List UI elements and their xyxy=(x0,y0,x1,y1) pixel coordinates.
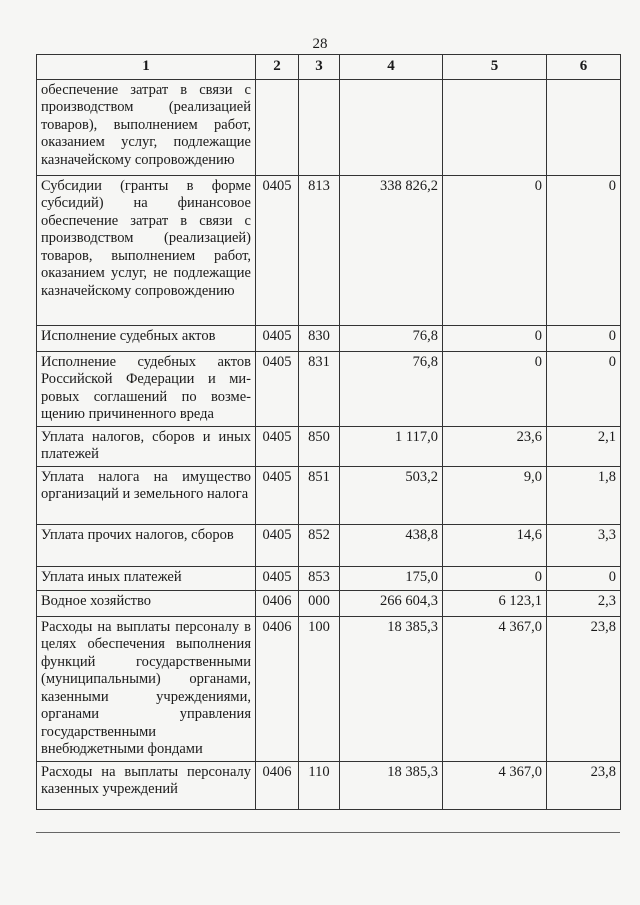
expense-type-code: 100 xyxy=(299,616,340,761)
executed-amount xyxy=(443,79,547,175)
row-description: Уплата налога на имущество организаций и земельного налога xyxy=(37,466,256,524)
table-row xyxy=(37,426,621,466)
section-code: 0406 xyxy=(256,616,299,761)
execution-percent: 23,8 xyxy=(547,616,621,761)
execution-percent: 0 xyxy=(547,566,621,590)
approved-amount: 266 604,3 xyxy=(340,590,443,616)
execution-percent: 23,8 xyxy=(547,761,621,809)
executed-amount: 0 xyxy=(443,175,547,325)
section-code: 0405 xyxy=(256,566,299,590)
expense-type-code xyxy=(299,79,340,175)
row-description: Субсидии (гранты в форме субсидий) на финансовое обеспечение затрат в связи с производством (реализацией) товаров, выполнением работ, оказанием услуг, не подлежащие казначейскому сопровождению xyxy=(37,175,256,325)
table-row xyxy=(37,351,621,426)
table-row xyxy=(37,175,621,325)
section-code: 0405 xyxy=(256,426,299,466)
executed-amount: 14,6 xyxy=(443,524,547,566)
executed-amount: 0 xyxy=(443,566,547,590)
row-description: Уплата налогов, сборов и иных платежей xyxy=(37,426,256,466)
expense-type-code: 110 xyxy=(299,761,340,809)
approved-amount: 1 117,0 xyxy=(340,426,443,466)
section-code: 0405 xyxy=(256,325,299,351)
executed-amount: 4 367,0 xyxy=(443,761,547,809)
section-code: 0406 xyxy=(256,590,299,616)
table-row xyxy=(37,761,621,809)
row-description: Расходы на выплаты персоналу казенных учреждений xyxy=(37,761,256,809)
expense-type-code: 813 xyxy=(299,175,340,325)
executed-amount: 0 xyxy=(443,325,547,351)
execution-percent: 1,8 xyxy=(547,466,621,524)
table-row xyxy=(37,616,621,761)
section-code: 0405 xyxy=(256,466,299,524)
row-description: Уплата прочих налогов, сборов xyxy=(37,524,256,566)
column-header-6: 6 xyxy=(547,55,621,80)
row-description: Уплата иных платежей xyxy=(37,566,256,590)
approved-amount: 438,8 xyxy=(340,524,443,566)
executed-amount: 6 123,1 xyxy=(443,590,547,616)
expense-type-code: 831 xyxy=(299,351,340,426)
table-row xyxy=(37,524,621,566)
table-row xyxy=(37,79,621,175)
execution-percent: 2,3 xyxy=(547,590,621,616)
approved-amount: 175,0 xyxy=(340,566,443,590)
approved-amount: 18 385,3 xyxy=(340,616,443,761)
approved-amount: 76,8 xyxy=(340,351,443,426)
section-code: 0405 xyxy=(256,524,299,566)
table-row xyxy=(37,466,621,524)
execution-percent: 0 xyxy=(547,351,621,426)
budget-table xyxy=(36,54,621,810)
row-description: Расходы на выплаты персоналу в целях обеспечения выполнения функций государственными (муниципальными) органами, казенными учреждениями, органами управления государственными внебюджетными фондами xyxy=(37,616,256,761)
section-code: 0406 xyxy=(256,761,299,809)
table-header-row xyxy=(37,55,621,80)
approved-amount: 76,8 xyxy=(340,325,443,351)
table-row xyxy=(37,590,621,616)
column-header-4: 4 xyxy=(340,55,443,80)
expense-type-code: 850 xyxy=(299,426,340,466)
section-code: 0405 xyxy=(256,175,299,325)
column-header-2: 2 xyxy=(256,55,299,80)
execution-percent: 0 xyxy=(547,325,621,351)
expense-type-code: 853 xyxy=(299,566,340,590)
column-header-1: 1 xyxy=(37,55,256,80)
row-description: Исполнение судебных актов xyxy=(37,325,256,351)
approved-amount: 503,2 xyxy=(340,466,443,524)
bottom-rule xyxy=(36,832,620,833)
expense-type-code: 000 xyxy=(299,590,340,616)
approved-amount: 18 385,3 xyxy=(340,761,443,809)
section-code xyxy=(256,79,299,175)
section-code: 0405 xyxy=(256,351,299,426)
approved-amount: 338 826,2 xyxy=(340,175,443,325)
column-header-5: 5 xyxy=(443,55,547,80)
expense-type-code: 830 xyxy=(299,325,340,351)
executed-amount: 23,6 xyxy=(443,426,547,466)
executed-amount: 9,0 xyxy=(443,466,547,524)
column-header-3: 3 xyxy=(299,55,340,80)
row-description: обеспечение затрат в связи с производством (реализацией товаров), выполнением работ, оказанием услуг, подлежащие казначейскому сопровождению xyxy=(37,79,256,175)
expense-type-code: 852 xyxy=(299,524,340,566)
execution-percent: 3,3 xyxy=(547,524,621,566)
expense-type-code: 851 xyxy=(299,466,340,524)
execution-percent: 0 xyxy=(547,175,621,325)
execution-percent: 2,1 xyxy=(547,426,621,466)
table-row xyxy=(37,566,621,590)
execution-percent xyxy=(547,79,621,175)
executed-amount: 0 xyxy=(443,351,547,426)
page-number: 28 xyxy=(312,36,328,52)
table-row xyxy=(37,325,621,351)
executed-amount: 4 367,0 xyxy=(443,616,547,761)
row-description: Водное хозяйство xyxy=(37,590,256,616)
approved-amount xyxy=(340,79,443,175)
row-description: Исполнение судебных актов Российской Федерации и мировых соглашений по возмещению причиненного вреда xyxy=(37,351,256,426)
